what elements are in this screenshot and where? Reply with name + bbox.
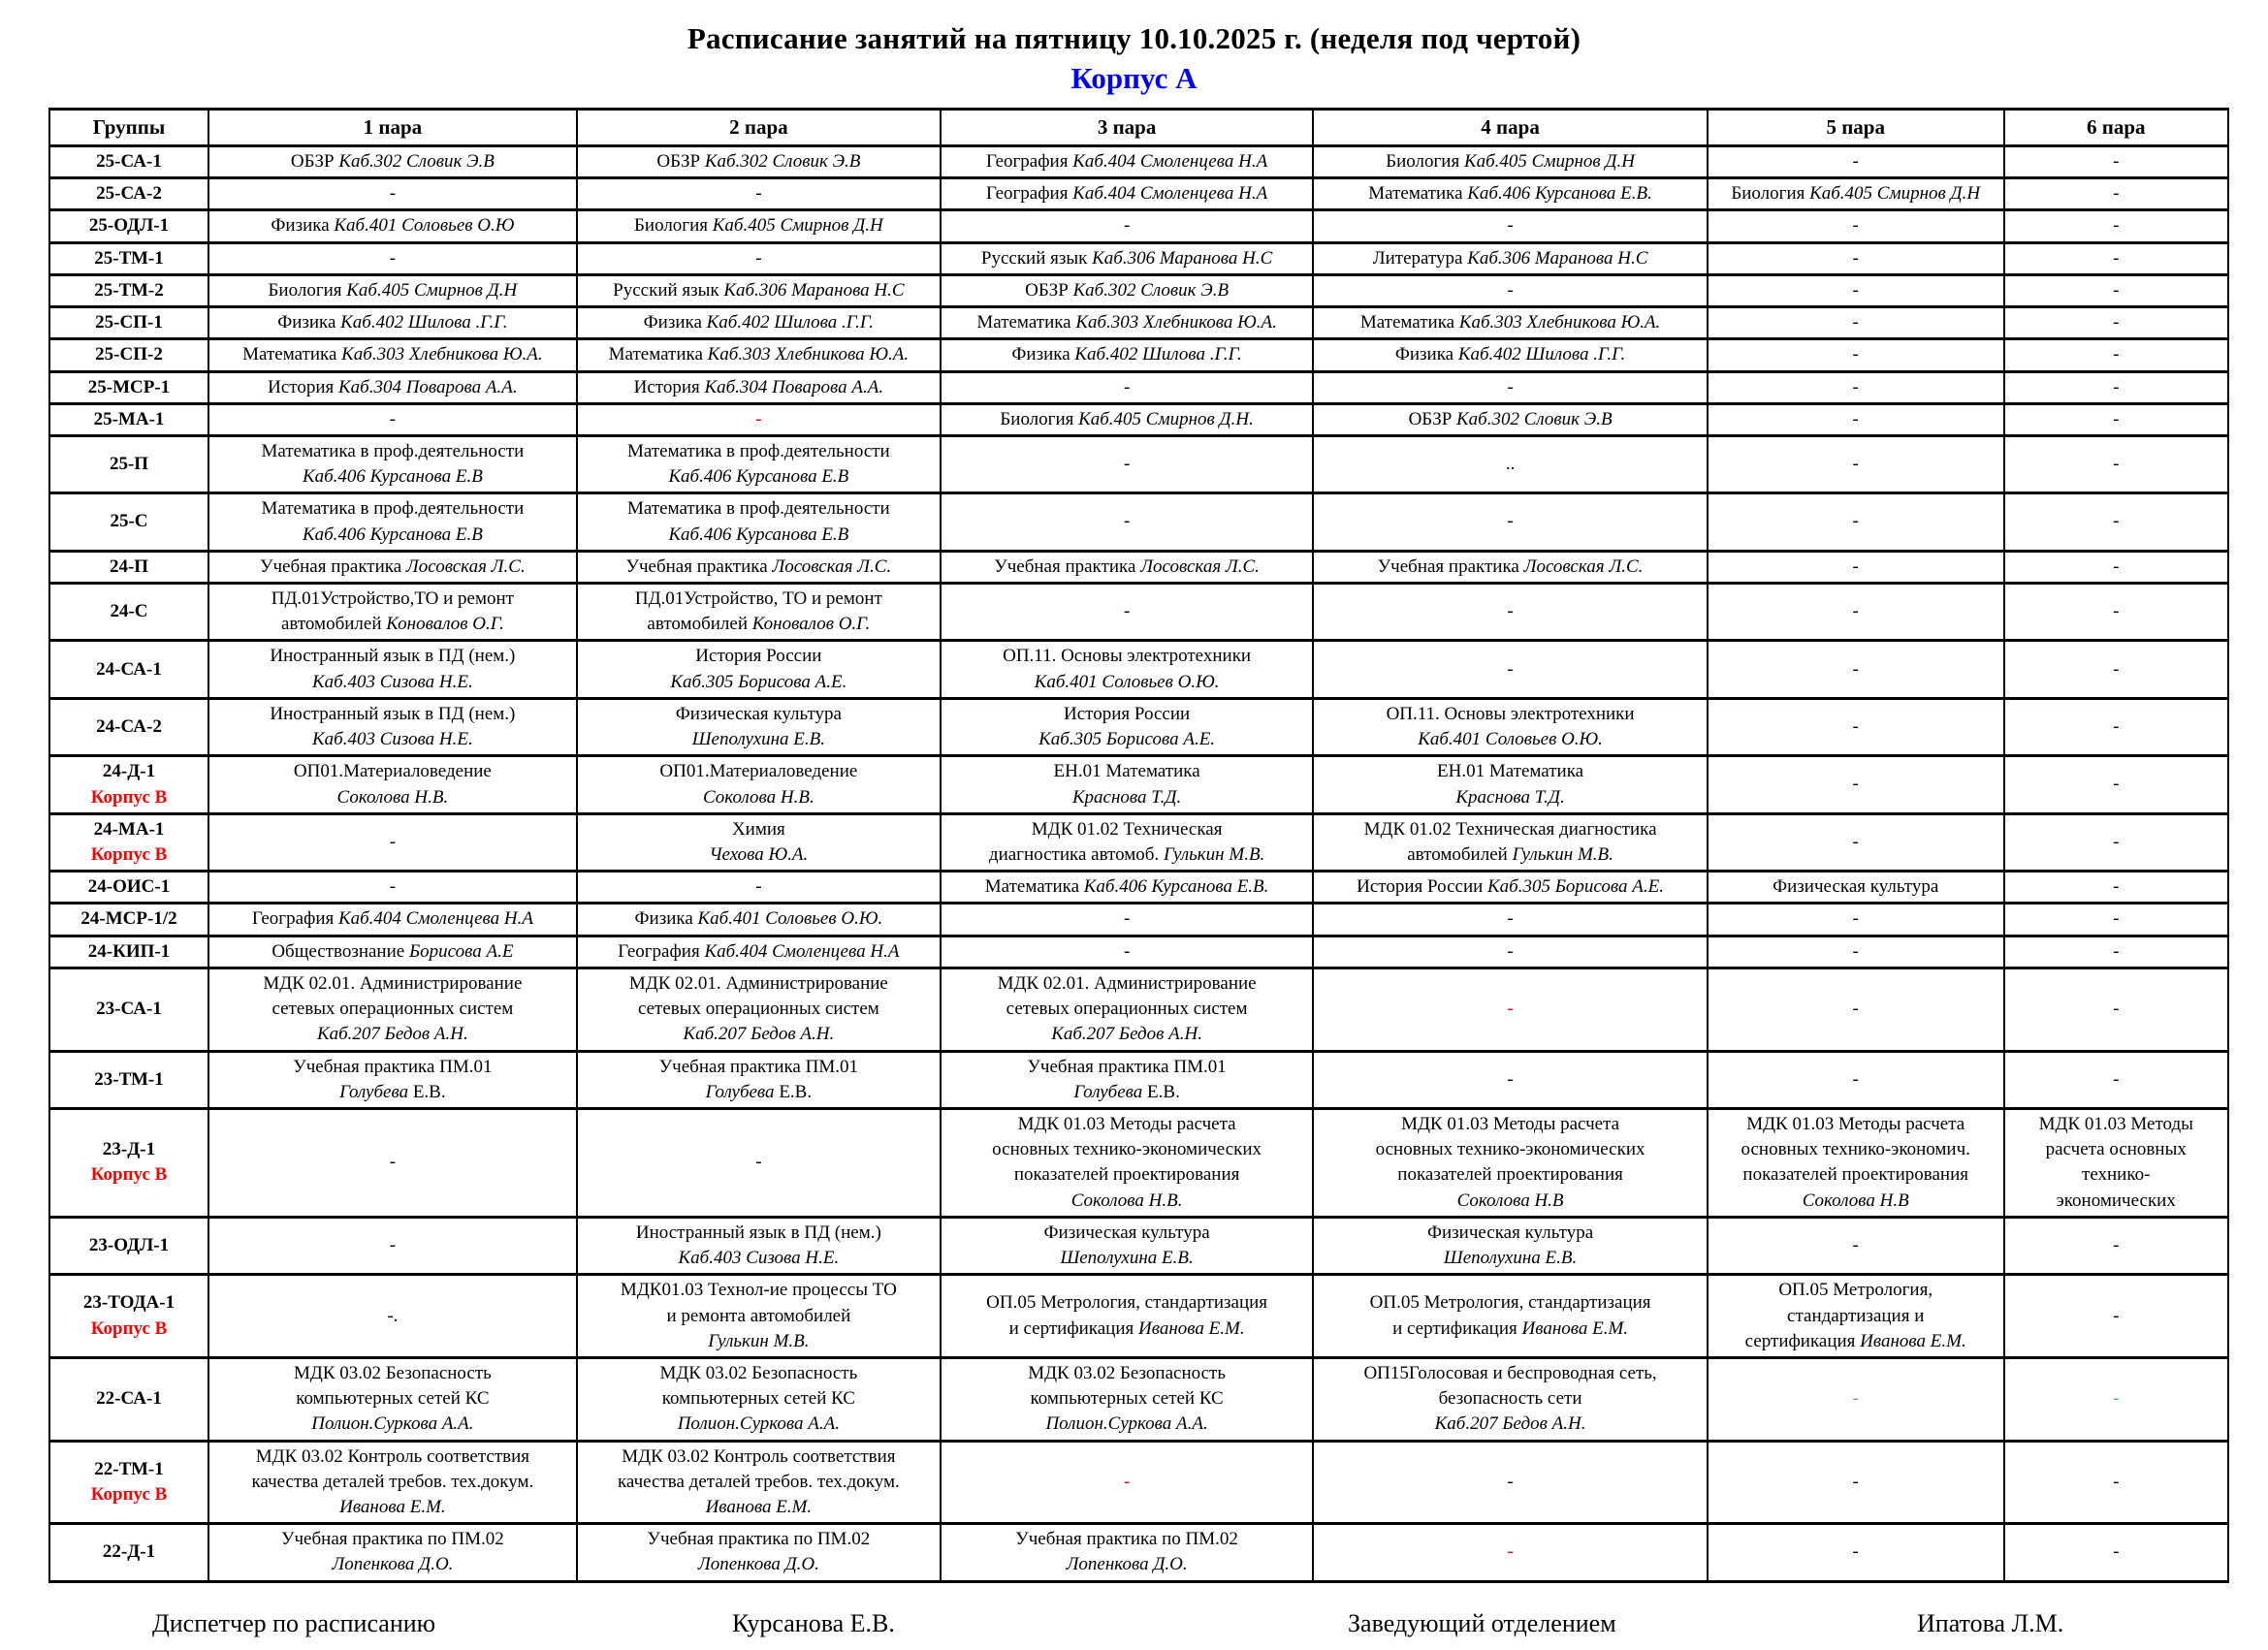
table-row — [49, 145, 2228, 177]
schedule-cell: ОП.05 Метрология, стандартизация и сертификация Иванова Е.М. — [1708, 1275, 2004, 1358]
schedule-cell: - — [577, 403, 941, 435]
korpus-b-note: Корпус В — [90, 844, 168, 865]
table-row — [49, 584, 2228, 641]
schedule-cell: - — [1708, 1357, 2004, 1441]
schedule-cell: Учебная практика Лосовская Л.С. — [577, 551, 941, 583]
table-row — [49, 1524, 2228, 1581]
schedule-cell: - — [1313, 1051, 1708, 1108]
schedule-cell: - — [1708, 242, 2004, 274]
group-cell: 23-ТМ-1 — [49, 1051, 208, 1108]
schedule-cell: - — [208, 178, 577, 210]
dispatcher-name: Курсанова Е.В. — [732, 1608, 895, 1637]
group-cell: 22-ТМ-1 Корпус В — [49, 1441, 208, 1524]
schedule-cell: МДК 02.01. Администрирование сетевых операционных систем Каб.207 Бедов А.Н. — [941, 968, 1313, 1051]
schedule-cell: ОП.11. Основы электротехники Каб.401 Соловьев О.Ю. — [1313, 698, 1708, 755]
schedule-cell: - — [208, 1108, 577, 1217]
schedule-cell: - — [1708, 641, 2004, 698]
group-cell: 25-СА-1 — [49, 145, 208, 177]
korpus-b-note: Корпус В — [90, 1317, 168, 1339]
schedule-cell: - — [1313, 371, 1708, 403]
table-row — [49, 551, 2228, 583]
schedule-cell: Иностранный язык в ПД (нем.) Каб.403 Сизова Н.Е. — [208, 641, 577, 698]
schedule-cell: ЕН.01 Математика Краснова Т.Д. — [1313, 756, 1708, 813]
schedule-cell: Учебная практика по ПМ.02 Лопенкова Д.О. — [941, 1524, 1313, 1581]
schedule-cell: - — [2004, 1441, 2229, 1524]
table-row — [49, 493, 2228, 551]
schedule-cell: МДК 03.02 Безопасность компьютерных сетей КС Полион.Суркова А.А. — [577, 1357, 941, 1441]
schedule-cell: ОБЗР Каб.302 Словик Э.В — [577, 145, 941, 177]
schedule-cell: - — [577, 1108, 941, 1217]
schedule-cell: - — [1313, 210, 1708, 242]
table-row — [49, 813, 2228, 871]
schedule-cell: - — [941, 584, 1313, 641]
schedule-cell: Физическая культура Шеполухина Е.В. — [577, 698, 941, 755]
schedule-cell: Учебная практика Лосовская Л.С. — [1313, 551, 1708, 583]
schedule-cell: МДК 03.02 Контроль соответствия качества деталей требов. тех.докум. Иванова Е.М. — [577, 1441, 941, 1524]
group-cell: 25-П — [49, 435, 208, 492]
schedule-cell: - — [1708, 1217, 2004, 1274]
schedule-cell: - — [1313, 274, 1708, 306]
schedule-table — [48, 108, 2229, 1583]
korpus-b-note: Корпус В — [90, 1164, 168, 1186]
schedule-cell: МДК 03.02 Безопасность компьютерных сетей КС Полион.Суркова А.А. — [208, 1357, 577, 1441]
schedule-cell: Учебная практика ПМ.01 Голубева Е.В. — [941, 1051, 1313, 1108]
schedule-cell: Обществознание Борисова А.Е — [208, 936, 577, 968]
schedule-cell: - — [2004, 698, 2229, 755]
schedule-cell: История России Каб.305 Борисова А.Е. — [577, 641, 941, 698]
group-cell: 24-Д-1 Корпус В — [49, 756, 208, 813]
schedule-cell: ОП01.Материаловедение Соколова Н.В. — [208, 756, 577, 813]
schedule-cell: Химия Чехова Ю.А. — [577, 813, 941, 871]
schedule-cell: ОП.05 Метрология, стандартизация и сертификация Иванова Е.М. — [941, 1275, 1313, 1358]
schedule-cell: История Каб.304 Поварова А.А. — [577, 371, 941, 403]
group-cell: 25-ТМ-2 — [49, 274, 208, 306]
schedule-cell: - — [941, 493, 1313, 551]
table-row — [49, 698, 2228, 755]
column-header: Группы — [49, 110, 208, 146]
group-cell: 25-СП-2 — [49, 339, 208, 371]
schedule-cell: Математика Каб.406 Курсанова Е.В. — [941, 872, 1313, 904]
schedule-cell: - — [1313, 968, 1708, 1051]
schedule-cell: Математика в проф.деятельности Каб.406 Курсанова Е.В — [208, 435, 577, 492]
schedule-cell: - — [2004, 1524, 2229, 1581]
schedule-cell: Биология Каб.405 Смирнов Д.Н — [577, 210, 941, 242]
schedule-cell: - — [2004, 274, 2229, 306]
schedule-cell: Учебная практика по ПМ.02 Лопенкова Д.О. — [208, 1524, 577, 1581]
schedule-cell: История России Каб.305 Борисова А.Е. — [941, 698, 1313, 755]
schedule-cell: Учебная практика ПМ.01 Голубева Е.В. — [577, 1051, 941, 1108]
schedule-cell: - — [1708, 756, 2004, 813]
schedule-cell: - — [1708, 1441, 2004, 1524]
schedule-cell: - — [1313, 1524, 1708, 1581]
schedule-cell: История Каб.304 Поварова А.А. — [208, 371, 577, 403]
schedule-cell: - — [1708, 1051, 2004, 1108]
schedule-cell: - — [2004, 936, 2229, 968]
schedule-cell: - — [2004, 1357, 2229, 1441]
schedule-cell: - — [2004, 145, 2229, 177]
schedule-cell: - — [577, 242, 941, 274]
header-row — [49, 110, 2228, 146]
schedule-cell: - — [2004, 641, 2229, 698]
column-header: 2 пара — [577, 110, 941, 146]
schedule-cell: Математика Каб.303 Хлебникова Ю.А. — [208, 339, 577, 371]
schedule-cell: МДК 01.03 Методы расчета основных технико- экономических — [2004, 1108, 2229, 1217]
schedule-cell: - — [1708, 435, 2004, 492]
schedule-cell: МДК 01.03 Методы расчета основных технико-экономич. показателей проектирования Соколова Н.В — [1708, 1108, 2004, 1217]
table-row — [49, 307, 2228, 339]
schedule-cell: - — [2004, 904, 2229, 936]
group-cell: 25-С — [49, 493, 208, 551]
schedule-cell: - — [1313, 641, 1708, 698]
group-cell: 24-СА-2 — [49, 698, 208, 755]
schedule-cell: Математика Каб.406 Курсанова Е.В. — [1313, 178, 1708, 210]
group-cell: 24-КИП-1 — [49, 936, 208, 968]
dispatcher-label: Диспетчер по расписанию — [152, 1608, 436, 1637]
schedule-cell: География Каб.404 Смоленцева Н.А — [941, 178, 1313, 210]
group-cell: 25-МСР-1 — [49, 371, 208, 403]
table-row — [49, 210, 2228, 242]
schedule-cell: - — [2004, 551, 2229, 583]
group-cell: 24-ОИС-1 — [49, 872, 208, 904]
schedule-cell: Литература Каб.306 Маранова Н.С — [1313, 242, 1708, 274]
schedule-cell: Физическая культура Шеполухина Е.В. — [941, 1217, 1313, 1274]
column-header: 3 пара — [941, 110, 1313, 146]
schedule-cell: МДК01.03 Технол-ие процессы ТО и ремонта автомобилей Гулькин М.В. — [577, 1275, 941, 1358]
schedule-cell: - — [2004, 1217, 2229, 1274]
schedule-cell: - — [1708, 274, 2004, 306]
column-header: 4 пара — [1313, 110, 1708, 146]
schedule-cell: - — [2004, 584, 2229, 641]
schedule-cell: - — [1313, 493, 1708, 551]
group-cell: 24-МА-1 Корпус В — [49, 813, 208, 871]
group-cell: 23-СА-1 — [49, 968, 208, 1051]
table-row — [49, 756, 2228, 813]
schedule-cell: - — [941, 435, 1313, 492]
schedule-cell: ОП01.Материаловедение Соколова Н.В. — [577, 756, 941, 813]
schedule-cell: .. — [1313, 435, 1708, 492]
schedule-cell: МДК 03.02 Контроль соответствия качества деталей требов. тех.докум. Иванова Е.М. — [208, 1441, 577, 1524]
head-of-department-label: Заведующий отделением — [1348, 1608, 1616, 1637]
schedule-cell: - — [208, 242, 577, 274]
schedule-cell: ОБЗР Каб.302 Словик Э.В — [1313, 403, 1708, 435]
group-cell: 22-СА-1 — [49, 1357, 208, 1441]
schedule-cell: - — [2004, 493, 2229, 551]
schedule-cell: Биология Каб.405 Смирнов Д.Н — [1313, 145, 1708, 177]
schedule-cell: Математика в проф.деятельности Каб.406 Курсанова Е.В — [208, 493, 577, 551]
schedule-cell: Учебная практика Лосовская Л.С. — [941, 551, 1313, 583]
schedule-cell: Физика Каб.402 Шилова .Г.Г. — [1313, 339, 1708, 371]
group-cell: 23-Д-1 Корпус В — [49, 1108, 208, 1217]
table-row — [49, 904, 2228, 936]
schedule-cell: ПД.01Устройство,ТО и ремонт автомобилей Коновалов О.Г. — [208, 584, 577, 641]
schedule-cell: Биология Каб.405 Смирнов Д.Н. — [941, 403, 1313, 435]
schedule-cell: - — [2004, 872, 2229, 904]
group-cell: 24-МСР-1/2 — [49, 904, 208, 936]
schedule-cell: Математика Каб.303 Хлебникова Ю.А. — [577, 339, 941, 371]
schedule-cell: ЕН.01 Математика Краснова Т.Д. — [941, 756, 1313, 813]
schedule-cell: Математика Каб.303 Хлебникова Ю.А. — [1313, 307, 1708, 339]
table-row — [49, 872, 2228, 904]
schedule-cell: ОП.11. Основы электротехники Каб.401 Соловьев О.Ю. — [941, 641, 1313, 698]
table-row — [49, 641, 2228, 698]
schedule-cell: ОП15Голосовая и беспроводная сеть, безопасность сети Каб.207 Бедов А.Н. — [1313, 1357, 1708, 1441]
schedule-cell: МДК 02.01. Администрирование сетевых операционных систем Каб.207 Бедов А.Н. — [208, 968, 577, 1051]
schedule-cell: Физика Каб.402 Шилова .Г.Г. — [208, 307, 577, 339]
schedule-cell: - — [2004, 756, 2229, 813]
schedule-cell: Учебная практика по ПМ.02 Лопенкова Д.О. — [577, 1524, 941, 1581]
schedule-cell: МДК 01.03 Методы расчета основных технико-экономических показателей проектирования Соколова Н.В. — [941, 1108, 1313, 1217]
table-row — [49, 435, 2228, 492]
schedule-cell: Физика Каб.402 Шилова .Г.Г. — [577, 307, 941, 339]
schedule-cell: - — [941, 1441, 1313, 1524]
schedule-cell: - — [577, 872, 941, 904]
group-cell: 24-СА-1 — [49, 641, 208, 698]
schedule-cell: - — [2004, 339, 2229, 371]
schedule-cell: - — [208, 872, 577, 904]
schedule-cell: - — [208, 403, 577, 435]
schedule-cell: Учебная практика ПМ.01 Голубева Е.В. — [208, 1051, 577, 1108]
group-cell: 23-ОДЛ-1 — [49, 1217, 208, 1274]
schedule-cell: ОП.05 Метрология, стандартизация и сертификация Иванова Е.М. — [1313, 1275, 1708, 1358]
schedule-cell: ПД.01Устройство, ТО и ремонт автомобилей Коновалов О.Г. — [577, 584, 941, 641]
schedule-cell: МДК 03.02 Безопасность компьютерных сетей КС Полион.Суркова А.А. — [941, 1357, 1313, 1441]
column-header: 1 пара — [208, 110, 577, 146]
schedule-cell: История России Каб.305 Борисова А.Е. — [1313, 872, 1708, 904]
table-row — [49, 242, 2228, 274]
schedule-cell: - — [1708, 698, 2004, 755]
schedule-cell: Физика Каб.401 Соловьев О.Ю — [208, 210, 577, 242]
schedule-cell: - — [1313, 904, 1708, 936]
table-row — [49, 1357, 2228, 1441]
schedule-cell: - — [1708, 813, 2004, 871]
column-header: 5 пара — [1708, 110, 2004, 146]
schedule-cell: - — [1708, 551, 2004, 583]
schedule-cell: Биология Каб.405 Смирнов Д.Н — [1708, 178, 2004, 210]
schedule-cell: География Каб.404 Смоленцева Н.А — [208, 904, 577, 936]
schedule-table-body — [49, 145, 2228, 1581]
schedule-cell: - — [2004, 1275, 2229, 1358]
schedule-cell: Русский язык Каб.306 Маранова Н.С — [577, 274, 941, 306]
schedule-cell: География Каб.404 Смоленцева Н.А — [577, 936, 941, 968]
table-row — [49, 403, 2228, 435]
schedule-cell: - — [577, 178, 941, 210]
schedule-cell: Учебная практика Лосовская Л.С. — [208, 551, 577, 583]
schedule-cell: ОБЗР Каб.302 Словик Э.В — [208, 145, 577, 177]
schedule-cell: Математика Каб.303 Хлебникова Ю.А. — [941, 307, 1313, 339]
page-title: Расписание занятий на пятницу 10.10.2025 г. (неделя под чертой) — [687, 21, 1581, 55]
schedule-cell: - — [2004, 1051, 2229, 1108]
schedule-cell: - — [2004, 242, 2229, 274]
korpus-b-note: Корпус В — [90, 786, 168, 808]
schedule-cell: МДК 01.03 Методы расчета основных технико-экономических показателей проектирования Соколова Н.В — [1313, 1108, 1708, 1217]
group-cell: 25-МА-1 — [49, 403, 208, 435]
table-row — [49, 1441, 2228, 1524]
korpus-b-note: Корпус В — [90, 1483, 168, 1505]
schedule-cell: - — [941, 904, 1313, 936]
schedule-cell: МДК 02.01. Администрирование сетевых операционных систем Каб.207 Бедов А.Н. — [577, 968, 941, 1051]
schedule-cell: МДК 01.02 Техническая диагностика автомоб. Гулькин М.В. — [941, 813, 1313, 871]
schedule-cell: - — [1708, 371, 2004, 403]
schedule-cell: - — [208, 1217, 577, 1274]
head-of-department-name: Ипатова Л.М. — [1917, 1608, 2064, 1637]
schedule-cell: - — [1708, 936, 2004, 968]
schedule-cell: МДК 01.02 Техническая диагностика автомобилей Гулькин М.В. — [1313, 813, 1708, 871]
schedule-cell: Русский язык Каб.306 Маранова Н.С — [941, 242, 1313, 274]
page-subtitle-korpus: Корпус А — [1070, 61, 1198, 95]
table-row — [49, 178, 2228, 210]
schedule-cell: - — [2004, 813, 2229, 871]
schedule-cell: - — [2004, 307, 2229, 339]
schedule-cell: - — [941, 371, 1313, 403]
table-row — [49, 936, 2228, 968]
schedule-cell: - — [1708, 145, 2004, 177]
schedule-cell: - — [2004, 968, 2229, 1051]
schedule-cell: - — [2004, 210, 2229, 242]
schedule-cell: - — [1708, 493, 2004, 551]
schedule-cell: - — [2004, 403, 2229, 435]
group-cell: 25-СА-2 — [49, 178, 208, 210]
schedule-cell: Математика в проф.деятельности Каб.406 Курсанова Е.В — [577, 493, 941, 551]
schedule-cell: - — [1708, 584, 2004, 641]
table-row — [49, 274, 2228, 306]
schedule-cell: - — [941, 210, 1313, 242]
schedule-cell: - — [1708, 339, 2004, 371]
schedule-cell: Иностранный язык в ПД (нем.) Каб.403 Сизова Н.Е. — [208, 698, 577, 755]
group-cell: 25-ТМ-1 — [49, 242, 208, 274]
column-header: 6 пара — [2004, 110, 2229, 146]
schedule-cell: - — [1708, 904, 2004, 936]
group-cell: 24-С — [49, 584, 208, 641]
schedule-cell: - — [208, 813, 577, 871]
schedule-cell: - — [2004, 435, 2229, 492]
schedule-cell: - — [2004, 371, 2229, 403]
schedule-cell: - — [1313, 936, 1708, 968]
schedule-cell: - — [941, 936, 1313, 968]
schedule-cell: ОБЗР Каб.302 Словик Э.В — [941, 274, 1313, 306]
schedule-cell: Физическая культура Шеполухина Е.В. — [1313, 1217, 1708, 1274]
schedule-cell: Иностранный язык в ПД (нем.) Каб.403 Сизова Н.Е. — [577, 1217, 941, 1274]
signature-footer — [0, 1609, 2268, 1650]
schedule-cell: - — [1708, 1524, 2004, 1581]
schedule-cell: - — [1708, 968, 2004, 1051]
schedule-cell: - — [1708, 210, 2004, 242]
schedule-cell: - — [1313, 1441, 1708, 1524]
group-cell: 22-Д-1 — [49, 1524, 208, 1581]
group-cell: 24-П — [49, 551, 208, 583]
table-row — [49, 968, 2228, 1051]
schedule-cell: - — [1708, 307, 2004, 339]
schedule-cell: Физика Каб.402 Шилова .Г.Г. — [941, 339, 1313, 371]
schedule-cell: -. — [208, 1275, 577, 1358]
schedule-cell: География Каб.404 Смоленцева Н.А — [941, 145, 1313, 177]
schedule-cell: - — [1313, 584, 1708, 641]
schedule-cell: Биология Каб.405 Смирнов Д.Н — [208, 274, 577, 306]
group-cell: 25-СП-1 — [49, 307, 208, 339]
table-row — [49, 371, 2228, 403]
schedule-cell: - — [1708, 403, 2004, 435]
schedule-cell: Физика Каб.401 Соловьев О.Ю. — [577, 904, 941, 936]
table-row — [49, 1275, 2228, 1358]
group-cell: 25-ОДЛ-1 — [49, 210, 208, 242]
schedule-cell: Физическая культура — [1708, 872, 2004, 904]
group-cell: 23-ТОДА-1 Корпус В — [49, 1275, 208, 1358]
table-row — [49, 1108, 2228, 1217]
table-row — [49, 1051, 2228, 1108]
schedule-cell: - — [2004, 178, 2229, 210]
table-row — [49, 1217, 2228, 1274]
table-row — [49, 339, 2228, 371]
schedule-cell: Математика в проф.деятельности Каб.406 Курсанова Е.В — [577, 435, 941, 492]
